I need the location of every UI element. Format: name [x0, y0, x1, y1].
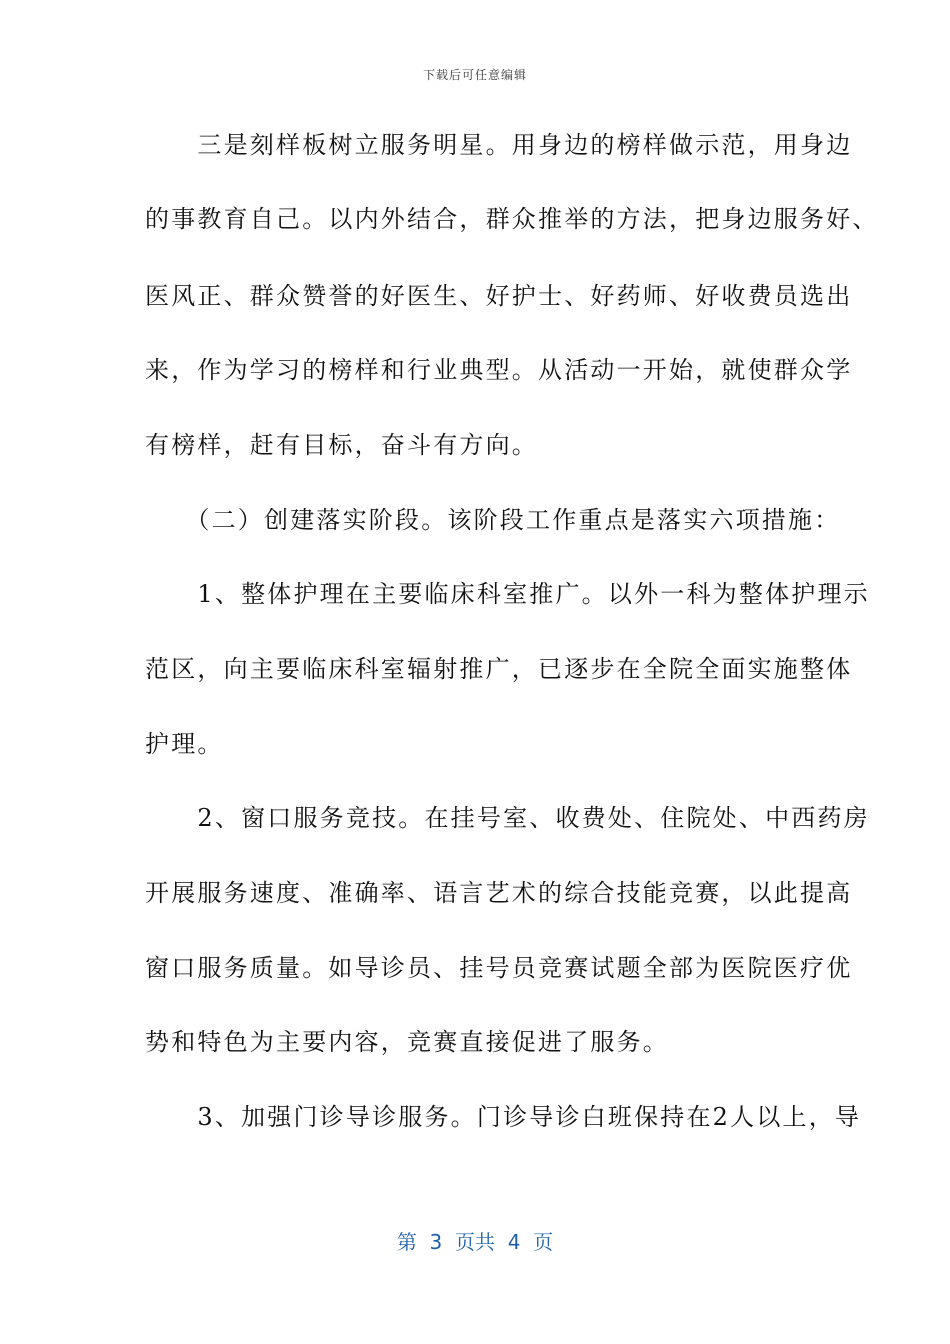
text-line-2: 的事教育自己。以内外结合，群众推举的方法，把身边服务好、	[145, 205, 879, 233]
text-line-13: 势和特色为主要内容，竞赛直接促进了服务。	[145, 1028, 669, 1056]
text-line-7: 1、整体护理在主要临床科室推广。以外一科为整体护理示	[145, 580, 870, 608]
text-line-10: 2、窗口服务竞技。在挂号室、收费处、住院处、中西药房	[145, 804, 870, 832]
page-footer: 第 3 页共 4 页	[396, 1230, 554, 1254]
text-line-1: 三是刻样板树立服务明星。用身边的榜样做示范，用身边	[145, 131, 853, 159]
text-line-14: 3、加强门诊导诊服务。门诊导诊白班保持在2人以上，导	[145, 1103, 862, 1131]
text-line-12: 窗口服务质量。如导诊员、挂号员竞赛试题全部为医院医疗优	[145, 954, 853, 982]
text-line-5: 有榜样，赶有目标，奋斗有方向。	[145, 431, 538, 459]
text-line-8: 范区，向主要临床科室辐射推广，已逐步在全院全面实施整体	[145, 655, 853, 683]
text-line-9: 护理。	[145, 730, 224, 758]
text-line-3: 医风正、群众赞誉的好医生、好护士、好药师、好收费员选出	[145, 282, 853, 310]
text-line-11: 开展服务速度、准确率、语言艺术的综合技能竞赛，以此提高	[145, 879, 853, 907]
page-header: 下载后可任意编辑	[422, 68, 527, 82]
text-line-6: （二）创建落实阶段。该阶段工作重点是落实六项措施：	[145, 506, 841, 534]
text-line-4: 来，作为学习的榜样和行业典型。从活动一开始，就使群众学	[145, 356, 853, 384]
